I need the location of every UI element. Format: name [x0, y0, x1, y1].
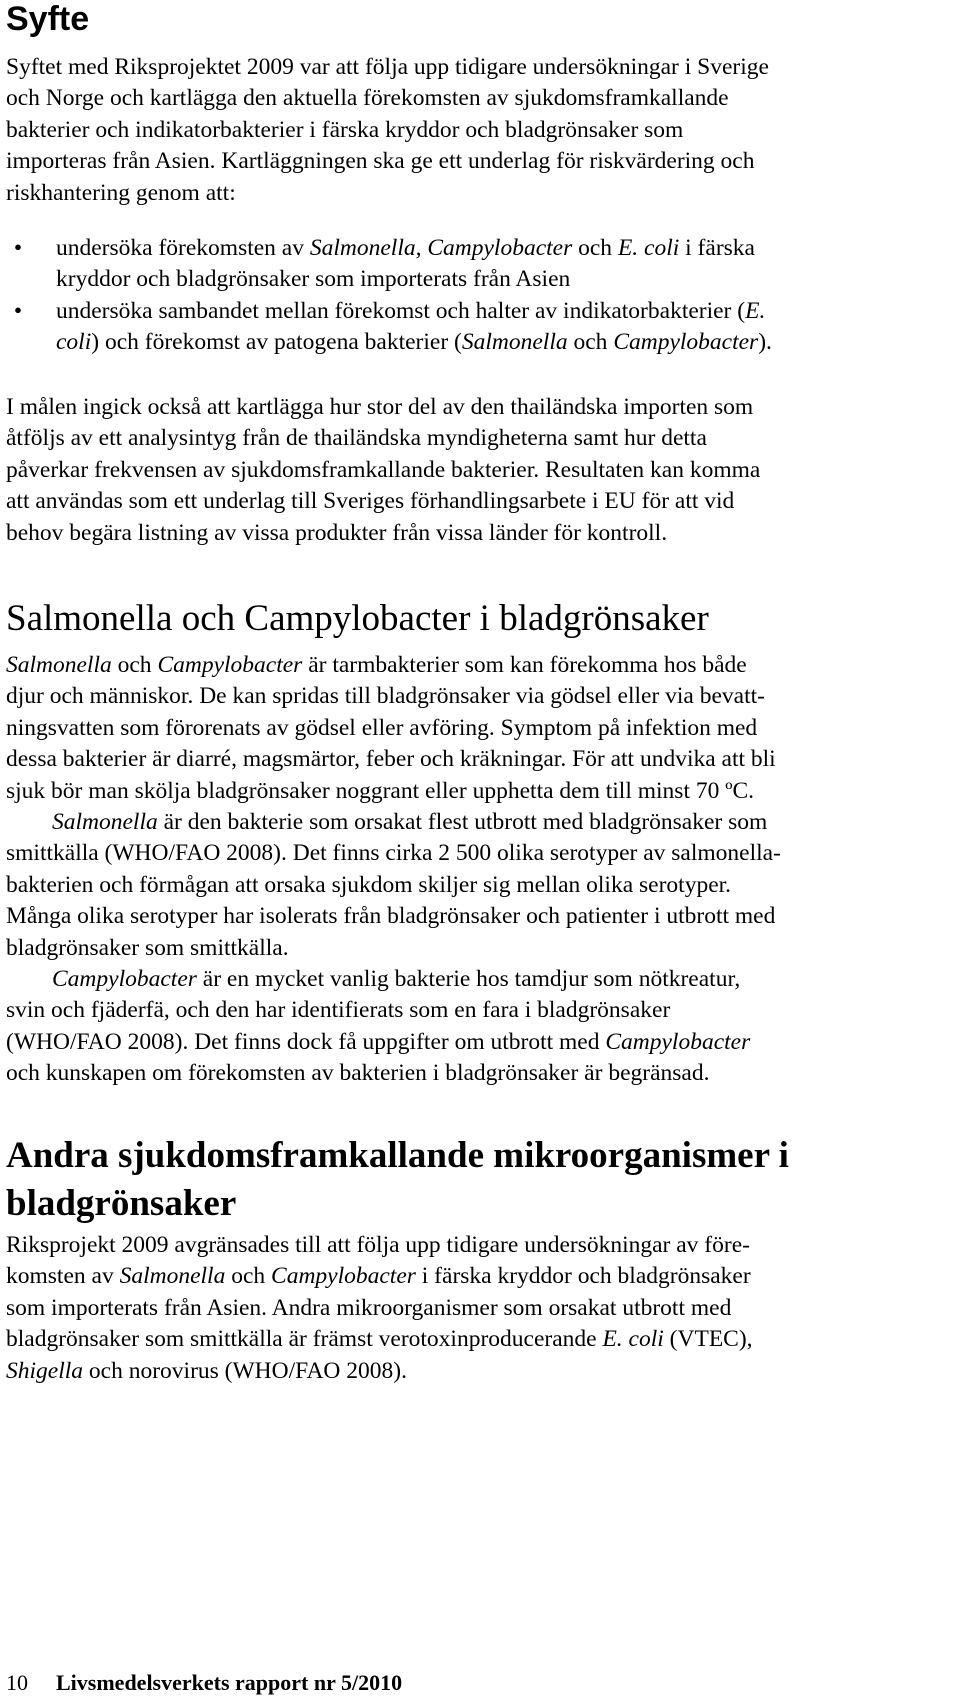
paragraph-line: Campylobacter är en mycket vanlig bakterie hos tamdjur som nötkreatur, [52, 966, 741, 993]
salmonella-campylobacter-paragraph [6, 650, 950, 1090]
paragraph-line: Många olika serotyper har isolerats från bladgrönsaker och patienter i utbrott med [6, 903, 776, 930]
paragraph-line: åtföljs av ett analysintyg från de thailändska myndigheterna samt hur detta [6, 425, 707, 452]
section-heading-syfte: Syfte [6, 0, 90, 38]
paragraph-line: bakterien och förmågan att orsaka sjukdom skiljer sig mellan olika serotyper. [6, 871, 732, 898]
paragraph-line: smittkälla (WHO/FAO 2008). Det finns cirka 2 500 olika serotyper av salmonella- [6, 840, 781, 867]
paragraph-line: och kunskapen om förekomsten av bakterien i bladgrönsaker är begränsad. [6, 1060, 710, 1087]
goals-paragraph [6, 392, 950, 549]
paragraph-line: behov begära listning av vissa produkter från vissa länder för kontroll. [6, 519, 668, 546]
paragraph-line: djur och människor. De kan spridas till bladgrönsaker via gödsel eller via bevatt- [6, 683, 765, 710]
paragraph-line: som importerats från Asien. Andra mikroorganismer som orsakat utbrott med [6, 1294, 732, 1321]
paragraph-line: I målen ingick också att kartlägga hur stor del av den thailändska importen som [6, 394, 754, 420]
paragraph-line: påverkar frekvensen av sjukdomsframkallande bakterier. Resultaten kan komma [6, 456, 761, 483]
paragraph-line: bakterier och indikatorbakterier i färska kryddor och bladgrönsaker som [6, 116, 684, 143]
bullet-item [6, 296, 950, 359]
intro-paragraph [6, 52, 950, 209]
paragraph-line: bladgrönsaker som smittkälla är främst verotoxinproducerande E. coli (VTEC), [6, 1326, 753, 1353]
paragraph-line: Salmonella är den bakterie som orsakat flest utbrott med bladgrönsaker som [52, 809, 768, 836]
paragraph-line: ningsvatten som förorenats av gödsel eller avföring. Symptom på infektion med [6, 714, 758, 741]
report-title: Livsmedelsverkets rapport nr 5/2010 [56, 1670, 403, 1695]
paragraph-line: (WHO/FAO 2008). Det finns dock få uppgifter om utbrott med Campylobacter [6, 1028, 751, 1055]
goal-bullet-list [6, 233, 950, 359]
bullet-item [6, 233, 950, 296]
bullet-line: coli) och förekomst av patogena bakterier (Salmonella och Campylobacter). [56, 329, 772, 356]
paragraph-line: och Norge och kartlägga den aktuella förekomsten av sjukdomsframkallande [6, 85, 729, 112]
paragraph-line: att användas som ett underlag till Sveriges förhandlingsarbete i EU för att vid [6, 488, 735, 515]
section-heading-other-microorganisms: Andra sjukdomsframkallande mikroorganismer i bladgrönsaker [6, 1135, 789, 1224]
bullet-line: undersöka förekomsten av Salmonella, Campylobacter och E. coli i färska [56, 235, 755, 261]
bullet-line: kryddor och bladgrönsaker som importerats från Asien [56, 266, 571, 293]
paragraph-line: sjuk bör man skölja bladgrönsaker noggrant eller upphetta dem till minst 70 ºC. [6, 777, 755, 804]
bullet-icon: • [13, 235, 23, 261]
paragraph-line: svin och fjäderfä, och den har identifierats som en fara i bladgrönsaker [6, 997, 671, 1024]
paragraph-line: komsten av Salmonella och Campylobacter i färska kryddor och bladgrönsaker [6, 1263, 751, 1290]
paragraph-line: Shigella och norovirus (WHO/FAO 2008). [6, 1357, 407, 1384]
paragraph-line: importeras från Asien. Kartläggningen ska ge ett underlag för riskvärdering och [6, 148, 755, 175]
bullet-line: undersöka sambandet mellan förekomst och halter av indikatorbakterier (E. [56, 297, 766, 324]
paragraph-line: Syftet med Riksprojektet 2009 var att följa upp tidigare undersökningar i Sverige [6, 54, 769, 80]
other-microorganisms-paragraph [6, 1230, 950, 1387]
page-footer [6, 1670, 402, 1696]
paragraph-line: Salmonella och Campylobacter är tarmbakterier som kan förekomma hos både [6, 652, 747, 678]
paragraph-line: bladgrönsaker som smittkälla. [6, 934, 289, 961]
section-heading-salmonella: Salmonella och Campylobacter i bladgrönsaker [6, 598, 709, 639]
paragraph-line: riskhantering genom att: [6, 179, 236, 206]
page-number: 10 [6, 1670, 28, 1695]
paragraph-line: dessa bakterier är diarré, magsmärtor, feber och kräkningar. För att undvika att bli [6, 746, 776, 773]
paragraph-line: Riksprojekt 2009 avgränsades till att följa upp tidigare undersökningar av före- [6, 1232, 750, 1258]
bullet-icon: • [13, 297, 23, 324]
